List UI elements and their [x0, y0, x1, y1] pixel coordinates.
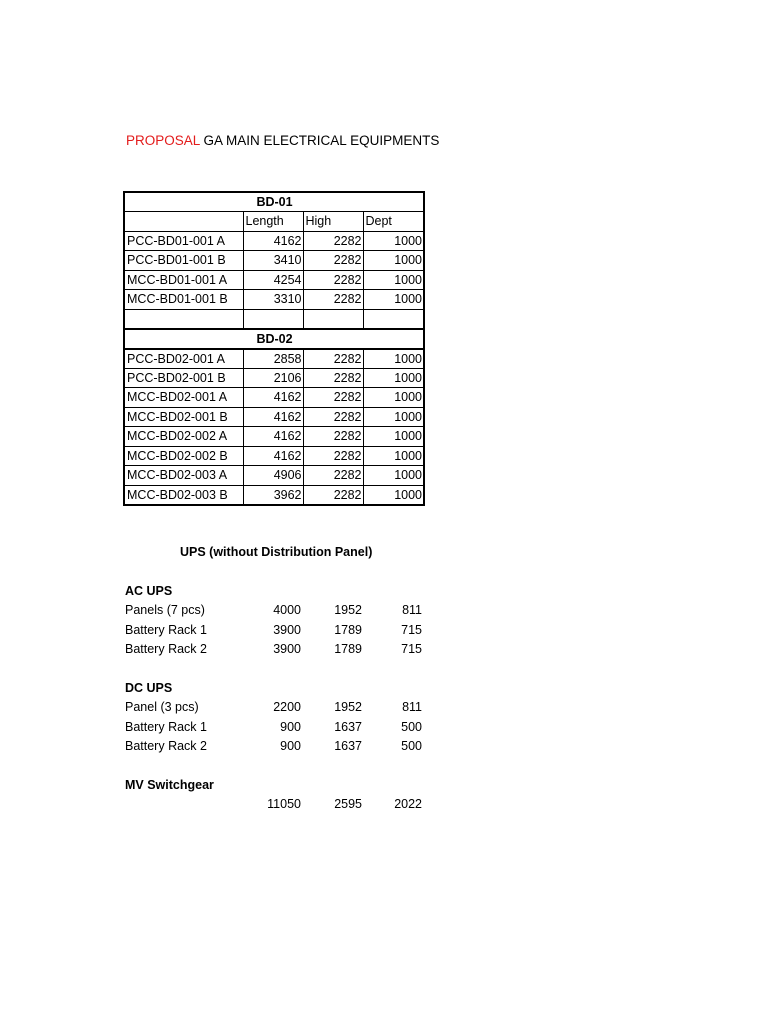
length-value: 3410 — [243, 251, 303, 271]
equipment-name: MCC-BD02-003 A — [124, 466, 243, 486]
equipment-name: PCC-BD02-001 A — [124, 349, 243, 369]
dept-value: 2022 — [394, 797, 422, 811]
header-cell — [124, 212, 243, 232]
equipment-name: MCC-BD02-003 B — [124, 485, 243, 505]
equipment-name: MCC-BD01-001 A — [124, 270, 243, 290]
length-value: 3962 — [243, 485, 303, 505]
length-value: 11050 — [267, 797, 301, 811]
length-value: 4162 — [243, 446, 303, 466]
table-row — [124, 251, 424, 271]
high-value: 1952 — [334, 603, 362, 617]
high-value: 2282 — [303, 388, 363, 408]
dept-value: 811 — [402, 603, 422, 617]
dc-ups-label: DC UPS — [125, 681, 173, 695]
section-row-bd02 — [124, 329, 424, 349]
high-value: 2282 — [303, 349, 363, 369]
length-value: 2106 — [243, 368, 303, 388]
header-dept: Dept — [363, 212, 424, 232]
empty-cell — [243, 309, 303, 329]
high-value: 1789 — [334, 642, 362, 656]
header-high: High — [303, 212, 363, 232]
high-value: 2282 — [303, 270, 363, 290]
table-row — [124, 388, 424, 408]
length-value: 4254 — [243, 270, 303, 290]
dept-value: 500 — [401, 739, 422, 753]
high-value: 2282 — [303, 485, 363, 505]
equipment-name: PCC-BD01-001 A — [124, 231, 243, 251]
length-value: 4162 — [243, 407, 303, 427]
dept-value: 1000 — [363, 407, 424, 427]
length-value: 900 — [280, 720, 301, 734]
dept-value: 1000 — [363, 466, 424, 486]
section-row-bd01 — [124, 192, 424, 212]
high-value: 2282 — [303, 427, 363, 447]
equipment-name: PCC-BD02-001 B — [124, 368, 243, 388]
table-row — [124, 368, 424, 388]
list-item-label: Battery Rack 1 — [125, 623, 207, 637]
equipment-name: MCC-BD02-002 B — [124, 446, 243, 466]
table-row — [124, 270, 424, 290]
dept-value: 1000 — [363, 251, 424, 271]
length-value: 4162 — [243, 231, 303, 251]
ups-heading: UPS (without Distribution Panel) — [180, 545, 373, 559]
section-label-bd02: BD-02 — [124, 329, 424, 349]
title-text: GA MAIN ELECTRICAL EQUIPMENTS — [199, 133, 440, 148]
length-value: 3900 — [273, 642, 301, 656]
page-title — [126, 133, 439, 148]
dept-value: 1000 — [363, 231, 424, 251]
length-value: 2200 — [273, 700, 301, 714]
table-row — [124, 231, 424, 251]
high-value: 2282 — [303, 407, 363, 427]
mv-switchgear-label: MV Switchgear — [125, 778, 214, 792]
ac-ups-label: AC UPS — [125, 584, 173, 598]
table-row — [124, 427, 424, 447]
dept-value: 715 — [401, 642, 422, 656]
empty-cell — [124, 309, 243, 329]
dept-value: 715 — [401, 623, 422, 637]
length-value: 4906 — [243, 466, 303, 486]
dept-value: 1000 — [363, 427, 424, 447]
length-value: 3310 — [243, 290, 303, 310]
table-row — [124, 349, 424, 369]
dept-value: 811 — [402, 700, 422, 714]
list-item-label: Panels (7 pcs) — [125, 603, 205, 617]
high-value: 2282 — [303, 368, 363, 388]
header-length: Length — [243, 212, 303, 232]
dept-value: 1000 — [363, 446, 424, 466]
dept-value: 1000 — [363, 485, 424, 505]
table-row — [124, 290, 424, 310]
equipment-name: MCC-BD02-001 A — [124, 388, 243, 408]
list-item-label: Battery Rack 1 — [125, 720, 207, 734]
length-value: 4162 — [243, 427, 303, 447]
equipment-name: MCC-BD02-001 B — [124, 407, 243, 427]
proposal-label: PROPOSAL — [126, 133, 200, 148]
list-item-label: Panel (3 pcs) — [125, 700, 199, 714]
length-value: 4000 — [273, 603, 301, 617]
equipment-table — [123, 191, 425, 506]
table-row — [124, 466, 424, 486]
list-item-label: Battery Rack 2 — [125, 642, 207, 656]
empty-cell — [303, 309, 363, 329]
dept-value: 1000 — [363, 270, 424, 290]
equipment-name: MCC-BD02-002 A — [124, 427, 243, 447]
dept-value: 1000 — [363, 290, 424, 310]
table-row — [124, 407, 424, 427]
high-value: 2282 — [303, 466, 363, 486]
dept-value: 1000 — [363, 388, 424, 408]
table-row — [124, 446, 424, 466]
high-value: 2595 — [334, 797, 362, 811]
high-value: 2282 — [303, 290, 363, 310]
list-item-label: Battery Rack 2 — [125, 739, 207, 753]
length-value: 4162 — [243, 388, 303, 408]
high-value: 1637 — [334, 739, 362, 753]
high-value: 1637 — [334, 720, 362, 734]
equipment-name: PCC-BD01-001 B — [124, 251, 243, 271]
table-row — [124, 485, 424, 505]
length-value: 2858 — [243, 349, 303, 369]
high-value: 2282 — [303, 446, 363, 466]
dept-value: 1000 — [363, 368, 424, 388]
high-value: 2282 — [303, 231, 363, 251]
dept-value: 500 — [401, 720, 422, 734]
header-row — [124, 212, 424, 232]
length-value: 3900 — [273, 623, 301, 637]
high-value: 2282 — [303, 251, 363, 271]
high-value: 1789 — [334, 623, 362, 637]
length-value: 900 — [280, 739, 301, 753]
equipment-name: MCC-BD01-001 B — [124, 290, 243, 310]
empty-row — [124, 309, 424, 329]
high-value: 1952 — [334, 700, 362, 714]
section-label-bd01: BD-01 — [124, 192, 424, 212]
empty-cell — [363, 309, 424, 329]
dept-value: 1000 — [363, 349, 424, 369]
